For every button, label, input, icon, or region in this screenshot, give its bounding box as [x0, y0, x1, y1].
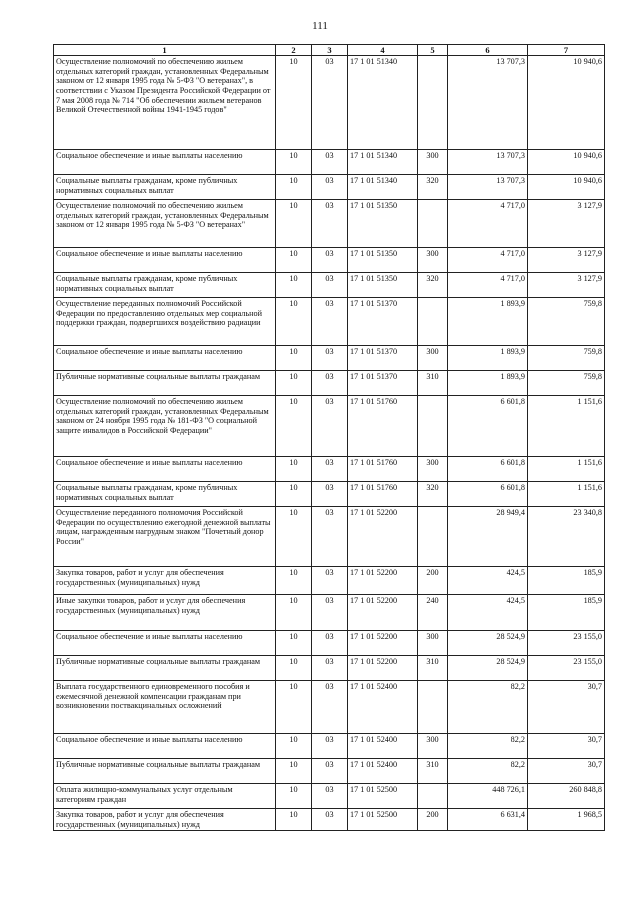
- row-amount-fact-cell: 1 968,5: [528, 809, 605, 831]
- row-section-cell: 10: [276, 248, 312, 273]
- row-subsection-cell: 03: [312, 200, 348, 248]
- row-amount-plan-cell: 1 893,9: [448, 371, 528, 396]
- row-section-cell: 10: [276, 567, 312, 595]
- row-amount-fact-cell: 3 127,9: [528, 273, 605, 298]
- row-name-cell: Социальные выплаты гражданам, кроме публичных нормативных социальных выплат: [54, 482, 276, 507]
- row-target-article-cell: 17 1 01 51350: [348, 248, 418, 273]
- row-expense-type-cell: 310: [418, 759, 448, 784]
- row-section-cell: 10: [276, 396, 312, 457]
- row-amount-fact-cell: 3 127,9: [528, 200, 605, 248]
- row-expense-type-cell: [418, 784, 448, 809]
- row-name-cell: Социальные выплаты гражданам, кроме публичных нормативных социальных выплат: [54, 273, 276, 298]
- row-subsection-cell: 03: [312, 396, 348, 457]
- row-name-cell: Публичные нормативные социальные выплаты гражданам: [54, 656, 276, 681]
- row-subsection-cell: 03: [312, 809, 348, 831]
- row-section-cell: 10: [276, 734, 312, 759]
- row-section-cell: 10: [276, 150, 312, 175]
- row-amount-plan-cell: 13 707,3: [448, 56, 528, 150]
- table-row: [54, 595, 605, 631]
- row-section-cell: 10: [276, 298, 312, 346]
- table-row: [54, 200, 605, 248]
- row-subsection-cell: 03: [312, 482, 348, 507]
- row-amount-fact-cell: 1 151,6: [528, 457, 605, 482]
- header-cell: 3: [312, 45, 348, 56]
- row-name-cell: Социальное обеспечение и иные выплаты населению: [54, 631, 276, 656]
- table-row: [54, 656, 605, 681]
- row-subsection-cell: 03: [312, 298, 348, 346]
- table-row: [54, 631, 605, 656]
- row-amount-fact-cell: 30,7: [528, 734, 605, 759]
- row-section-cell: 10: [276, 809, 312, 831]
- row-section-cell: 10: [276, 457, 312, 482]
- row-expense-type-cell: 240: [418, 595, 448, 631]
- row-target-article-cell: 17 1 01 51760: [348, 457, 418, 482]
- row-expense-type-cell: 320: [418, 175, 448, 200]
- row-name-cell: Закупка товаров, работ и услуг для обеспечения государственных (муниципальных) нужд: [54, 809, 276, 831]
- row-section-cell: 10: [276, 175, 312, 200]
- table-row: [54, 457, 605, 482]
- row-section-cell: 10: [276, 631, 312, 656]
- row-target-article-cell: 17 1 01 51350: [348, 200, 418, 248]
- row-amount-fact-cell: 759,8: [528, 346, 605, 371]
- row-target-article-cell: 17 1 01 52400: [348, 759, 418, 784]
- header-cell: 7: [528, 45, 605, 56]
- table-row: [54, 396, 605, 457]
- row-name-cell: Закупка товаров, работ и услуг для обеспечения государственных (муниципальных) нужд: [54, 567, 276, 595]
- table-row: [54, 150, 605, 175]
- row-amount-fact-cell: 1 151,6: [528, 396, 605, 457]
- row-target-article-cell: 17 1 01 52500: [348, 784, 418, 809]
- row-target-article-cell: 17 1 01 51370: [348, 371, 418, 396]
- row-target-article-cell: 17 1 01 52200: [348, 595, 418, 631]
- row-expense-type-cell: 320: [418, 482, 448, 507]
- row-subsection-cell: 03: [312, 656, 348, 681]
- row-section-cell: 10: [276, 200, 312, 248]
- row-expense-type-cell: 200: [418, 567, 448, 595]
- row-target-article-cell: 17 1 01 51760: [348, 482, 418, 507]
- row-amount-plan-cell: 82,2: [448, 681, 528, 734]
- row-amount-fact-cell: 10 940,6: [528, 150, 605, 175]
- row-name-cell: Оплата жилищно-коммунальных услуг отдельным категориям граждан: [54, 784, 276, 809]
- header-cell: 2: [276, 45, 312, 56]
- row-amount-fact-cell: 30,7: [528, 759, 605, 784]
- row-amount-plan-cell: 28 949,4: [448, 507, 528, 567]
- row-amount-plan-cell: 4 717,0: [448, 273, 528, 298]
- row-amount-plan-cell: 82,2: [448, 759, 528, 784]
- row-subsection-cell: 03: [312, 273, 348, 298]
- row-amount-fact-cell: 759,8: [528, 298, 605, 346]
- row-amount-fact-cell: 185,9: [528, 595, 605, 631]
- row-amount-plan-cell: 424,5: [448, 595, 528, 631]
- row-target-article-cell: 17 1 01 52200: [348, 507, 418, 567]
- row-target-article-cell: 17 1 01 52200: [348, 631, 418, 656]
- row-section-cell: 10: [276, 784, 312, 809]
- row-name-cell: Социальные выплаты гражданам, кроме публичных нормативных социальных выплат: [54, 175, 276, 200]
- table-row: [54, 567, 605, 595]
- row-name-cell: Осуществление переданных полномочий Российской Федерации по предоставлению отдельных мер социальной поддержки граждан, подвергшихся воздействию радиации: [54, 298, 276, 346]
- header-cell: 5: [418, 45, 448, 56]
- row-name-cell: Осуществление полномочий по обеспечению жильем отдельных категорий граждан, установленных Федеральным законом от 12 января 1995 года № 5-ФЗ "О ветеранах": [54, 200, 276, 248]
- row-target-article-cell: 17 1 01 52400: [348, 734, 418, 759]
- row-amount-plan-cell: 6 601,8: [448, 396, 528, 457]
- row-expense-type-cell: [418, 396, 448, 457]
- row-target-article-cell: 17 1 01 52500: [348, 809, 418, 831]
- row-target-article-cell: 17 1 01 51350: [348, 273, 418, 298]
- row-expense-type-cell: [418, 507, 448, 567]
- row-amount-fact-cell: 23 155,0: [528, 656, 605, 681]
- row-section-cell: 10: [276, 681, 312, 734]
- row-amount-plan-cell: 6 601,8: [448, 457, 528, 482]
- table-row: [54, 507, 605, 567]
- row-amount-plan-cell: 13 707,3: [448, 150, 528, 175]
- row-target-article-cell: 17 1 01 51370: [348, 298, 418, 346]
- row-amount-plan-cell: 448 726,1: [448, 784, 528, 809]
- row-expense-type-cell: 300: [418, 457, 448, 482]
- row-subsection-cell: 03: [312, 248, 348, 273]
- row-name-cell: Иные закупки товаров, работ и услуг для обеспечения государственных (муниципальных) нужд: [54, 595, 276, 631]
- row-subsection-cell: 03: [312, 631, 348, 656]
- row-subsection-cell: 03: [312, 681, 348, 734]
- row-expense-type-cell: [418, 200, 448, 248]
- row-target-article-cell: 17 1 01 52200: [348, 567, 418, 595]
- table-row: [54, 681, 605, 734]
- row-subsection-cell: 03: [312, 567, 348, 595]
- row-section-cell: 10: [276, 56, 312, 150]
- row-target-article-cell: 17 1 01 51340: [348, 175, 418, 200]
- row-subsection-cell: 03: [312, 784, 348, 809]
- row-section-cell: 10: [276, 595, 312, 631]
- row-amount-plan-cell: 1 893,9: [448, 298, 528, 346]
- table-row: [54, 371, 605, 396]
- row-target-article-cell: 17 1 01 51340: [348, 56, 418, 150]
- row-subsection-cell: 03: [312, 346, 348, 371]
- row-expense-type-cell: 200: [418, 809, 448, 831]
- table-row: [54, 298, 605, 346]
- table-row: [54, 273, 605, 298]
- row-expense-type-cell: 310: [418, 371, 448, 396]
- row-name-cell: Выплата государственного единовременного пособия и ежемесячной денежной компенсации гражданам при возникновении поствакцинальных осложнений: [54, 681, 276, 734]
- row-amount-fact-cell: 3 127,9: [528, 248, 605, 273]
- row-amount-fact-cell: 23 340,8: [528, 507, 605, 567]
- row-expense-type-cell: 300: [418, 631, 448, 656]
- table-row: [54, 248, 605, 273]
- row-name-cell: Социальное обеспечение и иные выплаты населению: [54, 734, 276, 759]
- row-amount-plan-cell: 13 707,3: [448, 175, 528, 200]
- row-name-cell: Осуществление полномочий по обеспечению жильем отдельных категорий граждан, установленных Федеральным законом от 24 ноября 1995 года № 181-ФЗ "О социальной защите инвалидов в Российской Федерации": [54, 396, 276, 457]
- row-subsection-cell: 03: [312, 734, 348, 759]
- row-expense-type-cell: 310: [418, 656, 448, 681]
- table-row: [54, 784, 605, 809]
- row-subsection-cell: 03: [312, 56, 348, 150]
- row-name-cell: Социальное обеспечение и иные выплаты населению: [54, 248, 276, 273]
- table-row: [54, 759, 605, 784]
- row-expense-type-cell: 320: [418, 273, 448, 298]
- table-row: [54, 56, 605, 150]
- row-name-cell: Социальное обеспечение и иные выплаты населению: [54, 150, 276, 175]
- row-amount-fact-cell: 185,9: [528, 567, 605, 595]
- row-amount-plan-cell: 424,5: [448, 567, 528, 595]
- row-section-cell: 10: [276, 273, 312, 298]
- row-expense-type-cell: [418, 298, 448, 346]
- row-amount-fact-cell: 10 940,6: [528, 56, 605, 150]
- row-section-cell: 10: [276, 759, 312, 784]
- row-subsection-cell: 03: [312, 759, 348, 784]
- row-expense-type-cell: [418, 681, 448, 734]
- row-section-cell: 10: [276, 482, 312, 507]
- row-target-article-cell: 17 1 01 51370: [348, 346, 418, 371]
- table-header-row: [54, 45, 605, 56]
- row-subsection-cell: 03: [312, 371, 348, 396]
- row-subsection-cell: 03: [312, 150, 348, 175]
- row-amount-fact-cell: 759,8: [528, 371, 605, 396]
- row-expense-type-cell: 300: [418, 150, 448, 175]
- header-cell: 6: [448, 45, 528, 56]
- row-name-cell: Социальное обеспечение и иные выплаты населению: [54, 346, 276, 371]
- table-row: [54, 734, 605, 759]
- row-subsection-cell: 03: [312, 507, 348, 567]
- row-amount-fact-cell: 30,7: [528, 681, 605, 734]
- table-row: [54, 482, 605, 507]
- row-section-cell: 10: [276, 507, 312, 567]
- row-subsection-cell: 03: [312, 175, 348, 200]
- row-target-article-cell: 17 1 01 51340: [348, 150, 418, 175]
- row-amount-plan-cell: 1 893,9: [448, 346, 528, 371]
- row-subsection-cell: 03: [312, 457, 348, 482]
- row-expense-type-cell: [418, 56, 448, 150]
- table-row: [54, 346, 605, 371]
- row-name-cell: Публичные нормативные социальные выплаты гражданам: [54, 371, 276, 396]
- row-name-cell: Публичные нормативные социальные выплаты гражданам: [54, 759, 276, 784]
- row-expense-type-cell: 300: [418, 734, 448, 759]
- row-target-article-cell: 17 1 01 52200: [348, 656, 418, 681]
- row-target-article-cell: 17 1 01 51760: [348, 396, 418, 457]
- row-name-cell: Осуществление полномочий по обеспечению жильем отдельных категорий граждан, установленных Федеральным законом от 12 января 1995 года № 5-ФЗ "О ветеранах", в соответствии с Указом Президента Российской Федерации от 7 мая 2008 года № 714 "Об обеспечении жильем ветеранов Великой Отечественной войны 1941-1945 годов": [54, 56, 276, 150]
- row-amount-plan-cell: 6 631,4: [448, 809, 528, 831]
- row-amount-plan-cell: 28 524,9: [448, 656, 528, 681]
- row-section-cell: 10: [276, 656, 312, 681]
- row-amount-fact-cell: 1 151,6: [528, 482, 605, 507]
- row-name-cell: Социальное обеспечение и иные выплаты населению: [54, 457, 276, 482]
- row-amount-plan-cell: 28 524,9: [448, 631, 528, 656]
- row-amount-fact-cell: 260 848,8: [528, 784, 605, 809]
- budget-table: [53, 44, 605, 831]
- row-amount-plan-cell: 4 717,0: [448, 200, 528, 248]
- row-amount-fact-cell: 10 940,6: [528, 175, 605, 200]
- page-number: 111: [312, 20, 328, 32]
- row-amount-fact-cell: 23 155,0: [528, 631, 605, 656]
- row-subsection-cell: 03: [312, 595, 348, 631]
- header-cell: 1: [54, 45, 276, 56]
- row-section-cell: 10: [276, 371, 312, 396]
- row-expense-type-cell: 300: [418, 346, 448, 371]
- row-section-cell: 10: [276, 346, 312, 371]
- row-expense-type-cell: 300: [418, 248, 448, 273]
- table-row: [54, 175, 605, 200]
- row-amount-plan-cell: 82,2: [448, 734, 528, 759]
- row-name-cell: Осуществление переданного полномочия Российской Федерации по осуществлению ежегодной денежной выплаты лицам, награжденным нагрудным знаком "Почетный донор России": [54, 507, 276, 567]
- table-row: [54, 809, 605, 831]
- row-amount-plan-cell: 6 601,8: [448, 482, 528, 507]
- row-target-article-cell: 17 1 01 52400: [348, 681, 418, 734]
- header-cell: 4: [348, 45, 418, 56]
- row-amount-plan-cell: 4 717,0: [448, 248, 528, 273]
